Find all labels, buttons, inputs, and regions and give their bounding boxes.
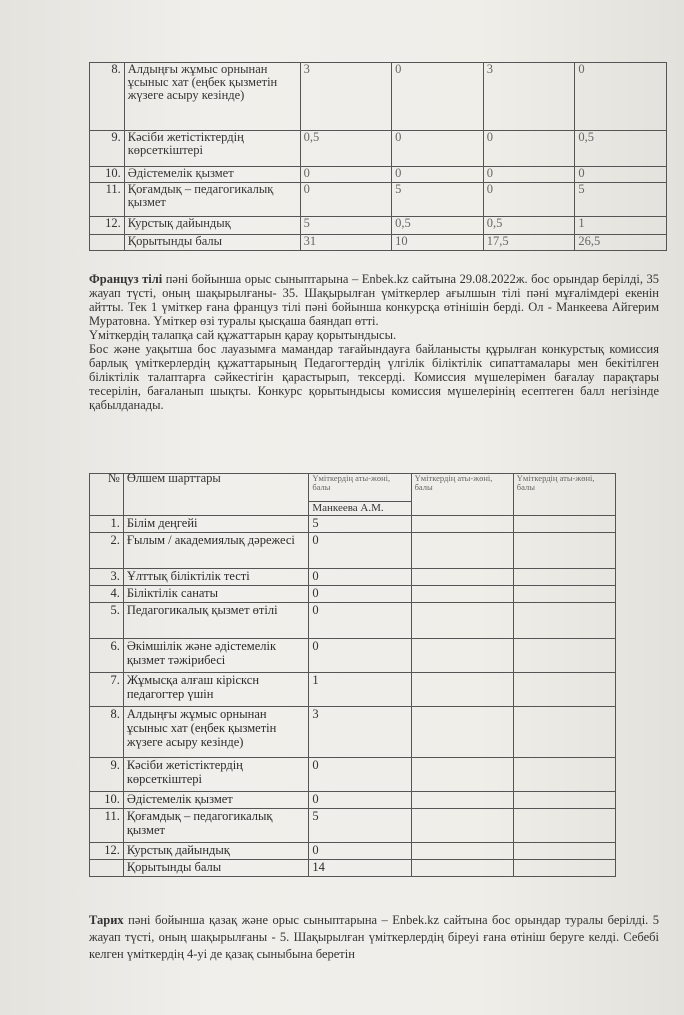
- scores-table-continued: [89, 62, 667, 251]
- table-row: [90, 707, 616, 758]
- table-row: [90, 167, 667, 183]
- score-cell: 3: [483, 63, 575, 131]
- score-cell: 1: [309, 673, 411, 707]
- total-row: [90, 235, 667, 251]
- score-cell: 0,5: [300, 131, 392, 167]
- empty-cell: [411, 843, 513, 860]
- total-score: 10: [392, 235, 484, 251]
- empty-cell: [513, 843, 615, 860]
- score-cell: 5: [309, 809, 411, 843]
- criterion-cell: Әкімшілік және әдістемелік қызмет тәжірибесі: [123, 639, 309, 673]
- empty-cell: [513, 673, 615, 707]
- total-label: Қорытынды балы: [124, 235, 300, 251]
- criterion-cell: Біліктілік санаты: [123, 586, 309, 603]
- score-cell: 0: [483, 131, 575, 167]
- empty-cell: [513, 860, 615, 877]
- table-row: [90, 569, 616, 586]
- row-number: 8.: [90, 63, 125, 131]
- empty-cell: [90, 860, 124, 877]
- criterion-cell: Ғылым / академиялық дәрежесі: [123, 533, 309, 569]
- table-row: [90, 673, 616, 707]
- score-cell: 0: [309, 603, 411, 639]
- empty-cell: [513, 758, 615, 792]
- criterion-cell: Педагогикалық қызмет өтілі: [123, 603, 309, 639]
- row-number: 11.: [90, 183, 125, 217]
- score-cell: 5: [300, 217, 392, 235]
- candidate-scores-table: № Өлшем шарттары Үміткердің аты-жөні, балы Үміткердің аты-жөні, балы Үміткердің аты-жөні, балы Манкеева А.М. 1. Білім деңгейі 5 2. Ғылым / академиялық дәрежесі 0 3. Ұлттық біліктілік тесті 0 4. Біліктілік санаты 0 5. Педагогикалық қызмет өтілі 0 6. Әкімшілік және әдістемелік қызмет тәжірибесі 0 7. Жұмысқа алғаш кірісксн педагогтер үшін 1 8. Алдыңғы жұмыс орнынан ұсыныс хат (еңбек қызметін жүзеге асыру кезінде) 3 9. Кәсіби жетістіктердің көрсеткіштері 0 10. Әдістемелік қызмет 0 11. Қоғамдық – педагогикалық қызмет 5 12. Курстық дайындық 0 Қорытынды балы 14: [89, 473, 616, 877]
- candidate-name: Манкеева А.М.: [309, 502, 411, 516]
- score-cell: 0: [483, 183, 575, 217]
- history-paragraph: Тарих пәні бойынша қазақ және орыс сыныптарына – Enbek.kz сайтына бос орындар туралы берілді. 5 жауап түсті, оның шақырылғаны - 5. Шақырылған үміткерлердің біреуі ғана өтініш беруге келді. Себебі келген үміткердің 4-уі де қазақ сыныбына беретін: [89, 913, 659, 961]
- empty-cell: [513, 707, 615, 758]
- criterion-cell: Курстық дайындық: [123, 843, 309, 860]
- criterion-cell: Білім деңгейі: [123, 516, 309, 533]
- empty-cell: [513, 809, 615, 843]
- table-row: [90, 758, 616, 792]
- score-cell: 0: [483, 167, 575, 183]
- empty-cell: [513, 516, 615, 533]
- total-score: 26,5: [575, 235, 667, 251]
- criterion-cell: Әдістемелік қызмет: [124, 167, 300, 183]
- table-row: [90, 843, 616, 860]
- empty-cell: [411, 586, 513, 603]
- empty-cell: [411, 603, 513, 639]
- criterion-cell: Қоғамдық – педагогикалық қызмет: [123, 809, 309, 843]
- score-cell: 0: [300, 167, 392, 183]
- score-cell: 1: [575, 217, 667, 235]
- row-number: 12.: [90, 843, 124, 860]
- empty-cell: [513, 533, 615, 569]
- empty-cell: [411, 809, 513, 843]
- row-number: 9.: [90, 131, 125, 167]
- row-number: 10.: [90, 167, 125, 183]
- total-label: Қорытынды балы: [123, 860, 309, 877]
- score-cell: 5: [309, 516, 411, 533]
- subject-french: Француз тілі: [89, 272, 163, 286]
- empty-cell: [513, 569, 615, 586]
- table-row: [90, 183, 667, 217]
- table-row: [90, 533, 616, 569]
- row-number: 12.: [90, 217, 125, 235]
- empty-cell: [411, 860, 513, 877]
- criterion-cell: Алдыңғы жұмыс орнынан ұсыныс хат (еңбек қызметін жүзеге асыру кезінде): [124, 63, 300, 131]
- criterion-cell: Кәсіби жетістіктердің көрсеткіштері: [124, 131, 300, 167]
- table-row: [90, 131, 667, 167]
- table-row: [90, 63, 667, 131]
- score-cell: 0,5: [575, 131, 667, 167]
- criterion-cell: Қоғамдық – педагогикалық қызмет: [124, 183, 300, 217]
- empty-cell: [513, 603, 615, 639]
- row-number: 4.: [90, 586, 124, 603]
- empty-cell: [411, 639, 513, 673]
- empty-cell: [411, 569, 513, 586]
- score-cell: 0: [392, 131, 484, 167]
- score-cell: 0: [309, 586, 411, 603]
- total-score: 31: [300, 235, 392, 251]
- empty-cell: [411, 533, 513, 569]
- empty-cell: [411, 516, 513, 533]
- table-row: [90, 586, 616, 603]
- table-row: [90, 639, 616, 673]
- row-number: 6.: [90, 639, 124, 673]
- row-number: 7.: [90, 673, 124, 707]
- criterion-cell: Ұлттық біліктілік тесті: [123, 569, 309, 586]
- table-row: [90, 516, 616, 533]
- criterion-cell: Кәсіби жетістіктердің көрсеткіштері: [123, 758, 309, 792]
- score-cell: 0,5: [392, 217, 484, 235]
- total-score: 17,5: [483, 235, 575, 251]
- score-cell: 0: [309, 639, 411, 673]
- empty-cell: [411, 792, 513, 809]
- row-number: 8.: [90, 707, 124, 758]
- score-cell: 3: [300, 63, 392, 131]
- total-score: 14: [309, 860, 411, 877]
- table-row: [90, 809, 616, 843]
- criterion-cell: Жұмысқа алғаш кірісксн педагогтер үшін: [123, 673, 309, 707]
- total-row: [90, 860, 616, 877]
- score-cell: 0: [309, 758, 411, 792]
- score-cell: 5: [392, 183, 484, 217]
- empty-cell: [513, 639, 615, 673]
- score-cell: 0: [309, 792, 411, 809]
- empty-cell: [411, 758, 513, 792]
- table-row: [90, 217, 667, 235]
- score-cell: 0: [300, 183, 392, 217]
- row-number: 5.: [90, 603, 124, 639]
- criterion-cell: Курстық дайындық: [124, 217, 300, 235]
- row-number: 11.: [90, 809, 124, 843]
- empty-cell: [513, 586, 615, 603]
- score-cell: 3: [309, 707, 411, 758]
- score-cell: 0: [575, 63, 667, 131]
- score-cell: 0: [392, 167, 484, 183]
- score-cell: 0: [575, 167, 667, 183]
- criterion-cell: Әдістемелік қызмет: [123, 792, 309, 809]
- row-number: 3.: [90, 569, 124, 586]
- criterion-cell: Алдыңғы жұмыс орнынан ұсыныс хат (еңбек қызметін жүзеге асыру кезінде): [123, 707, 309, 758]
- row-number: 9.: [90, 758, 124, 792]
- french-paragraph: Француз тілі пәні бойынша орыс сыныптарына – Enbek.kz сайтына 29.08.2022ж. бос орындар берілді, 35 жауап түсті, оның шақырылғаны- 35. Шақырылған үміткерлер ағылшын тілі пәні мұғалімдері екенін айтты. Тек 1 үміткер ғана француз тілі пәні бойынша конкурсқа өтінішін берді. Ол - Манкеева Айгерим Муратовна. Үміткер өзі туралы қысқаша баяндап өтті. Үміткердің талапқа сай құжаттарын қарау қорытындысы. Бос және уақытша бос лауазымға мамандар тағайындауға байланысты құрылған конкурстық комиссия барлық үміткерлердің құжаттарының Педагогтердің үлгілік біліктілік сипаттамалары мен бекітілген біліктілік талаптарға сәйкестігін қарастырып, тексерді. Комиссия мүшелерімен бағалау парақтары тесерілін, бағаланып шықты. Конкурс қорытындысы комиссия мүшелерінің есептеген балл негізінде қабылданады.: [89, 272, 660, 412]
- score-cell: 0: [392, 63, 484, 131]
- score-cell: 0,5: [483, 217, 575, 235]
- score-cell: 0: [309, 569, 411, 586]
- score-cell: 0: [309, 843, 411, 860]
- empty-cell: [513, 792, 615, 809]
- subject-history: Тарих: [89, 913, 124, 927]
- empty-cell: [411, 707, 513, 758]
- score-cell: 0: [309, 533, 411, 569]
- score-cell: 5: [575, 183, 667, 217]
- empty-cell: [90, 235, 125, 251]
- table-row: [90, 792, 616, 809]
- row-number: 2.: [90, 533, 124, 569]
- empty-cell: [411, 673, 513, 707]
- table-row: [90, 603, 616, 639]
- row-number: 10.: [90, 792, 124, 809]
- row-number: 1.: [90, 516, 124, 533]
